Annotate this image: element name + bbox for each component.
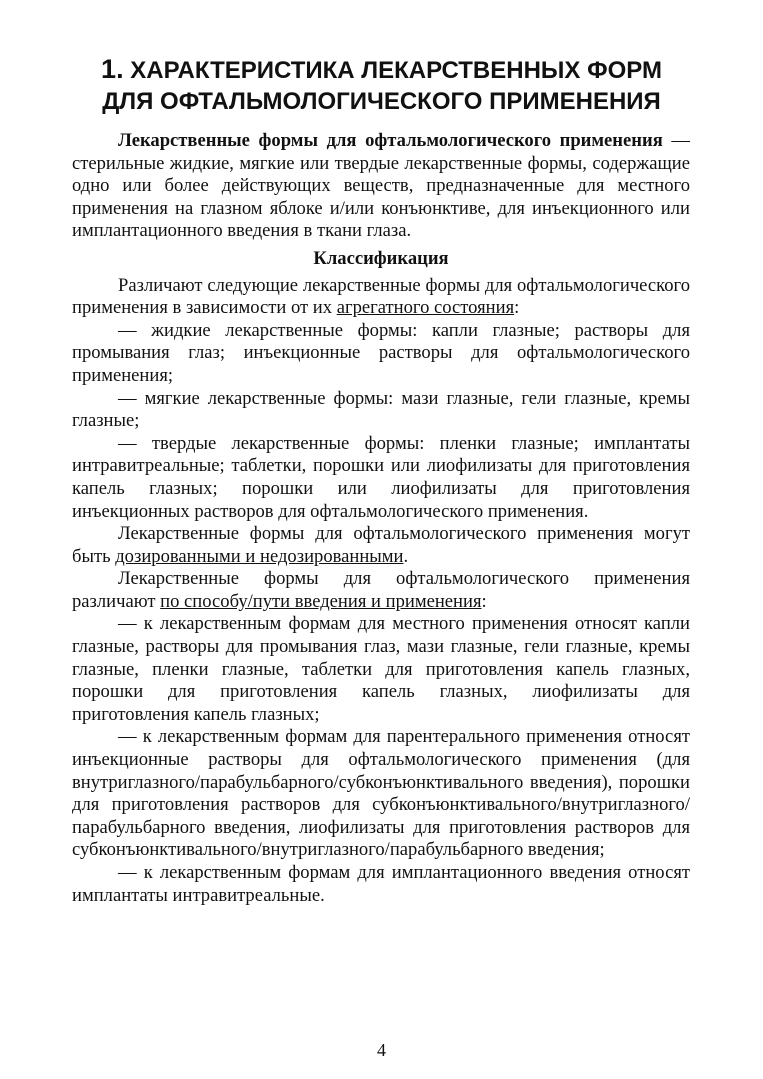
chapter-number: 1. bbox=[101, 54, 124, 84]
dosage-paragraph-text: Лекарственные формы для офтальмологического применения могут быть bbox=[72, 523, 690, 567]
document-body bbox=[72, 130, 690, 907]
route-paragraph-end: : bbox=[481, 590, 487, 612]
state-underlined-term: агрегатного состояния bbox=[336, 297, 515, 319]
definition-text: — стерильные жидкие, мягкие или твердые лекарственные формы, содержащие одно или более действующих веществ, предназначенные для местного применения на глазном яблоке и/или конъюнктиве, для инъекционного или имплантационного введения в ткани глаза. bbox=[72, 130, 690, 242]
dosage-underlined-term: дозированными и недозированными bbox=[115, 545, 404, 567]
dosage-paragraph-end: . bbox=[403, 545, 409, 567]
section-heading: Классификация bbox=[313, 247, 449, 269]
state-paragraph-end: : bbox=[514, 297, 520, 319]
list-item-solid: — твердые лекарственные формы: пленки глазные; имплантаты интравитреальные; таблетки, порошки или лиофилизаты для приготовления капель глазных; порошки или лиофилизаты для приготовления инъекционных растворов для офтальмологического применения. bbox=[72, 432, 690, 522]
defined-term: Лекарственные формы для офтальмологического применения bbox=[118, 130, 663, 151]
route-underlined-term: по способу/пути введения и применения bbox=[160, 590, 482, 612]
list-item-implant: — к лекарственным формам для имплантационного введения относят имплантаты интравитреальные. bbox=[72, 862, 690, 906]
title-line-2: ДЛЯ ОФТАЛЬМОЛОГИЧЕСКОГО ПРИМЕНЕНИЯ bbox=[102, 88, 661, 115]
dosage-paragraph bbox=[72, 523, 690, 568]
intro-paragraph bbox=[72, 130, 690, 243]
page-number: 4 bbox=[377, 1040, 386, 1060]
state-paragraph-text: Различают следующие лекарственные формы для офтальмологического применения в зависимости от их bbox=[72, 274, 690, 319]
list-item-local: — к лекарственным формам для местного применения относят капли глазные, растворы для промывания глаз, мази глазные, гели глазные, кремы глазные, пленки глазные, таблетки для приготовления капель глазных, порошки для приготовления капель глазных, лиофилизаты для приготовления капель глазных; bbox=[72, 613, 690, 725]
list-item-soft: — мягкие лекарственные формы: мази глазные, гели глазные, кремы глазные; bbox=[72, 387, 690, 432]
list-item-liquid: — жидкие лекарственные формы: капли глазные; растворы для промывания глаз; инъекционные растворы для офтальмологического применения; bbox=[72, 319, 690, 386]
page-title bbox=[40, 54, 723, 117]
list-item-parenteral: — к лекарственным формам для парентерального применения относят инъекционные растворы для офтальмологического применения (для внутриглазного/парабульбарного/субконъюнктивального введения), порошки для приготовления растворов для субконъюнктивального/внутриглазного/парабульбарного введения, лиофилизаты для приготовления растворов для субконъюнктивального/внутриглазного/парабульбарного введения; bbox=[72, 726, 690, 861]
title-line-1: ХАРАКТЕРИСТИКА ЛЕКАРСТВЕННЫХ ФОРМ bbox=[130, 57, 662, 84]
route-paragraph bbox=[72, 568, 690, 613]
state-paragraph bbox=[72, 275, 690, 320]
route-paragraph-text: Лекарственные формы для офтальмологического применения различают bbox=[72, 568, 690, 612]
